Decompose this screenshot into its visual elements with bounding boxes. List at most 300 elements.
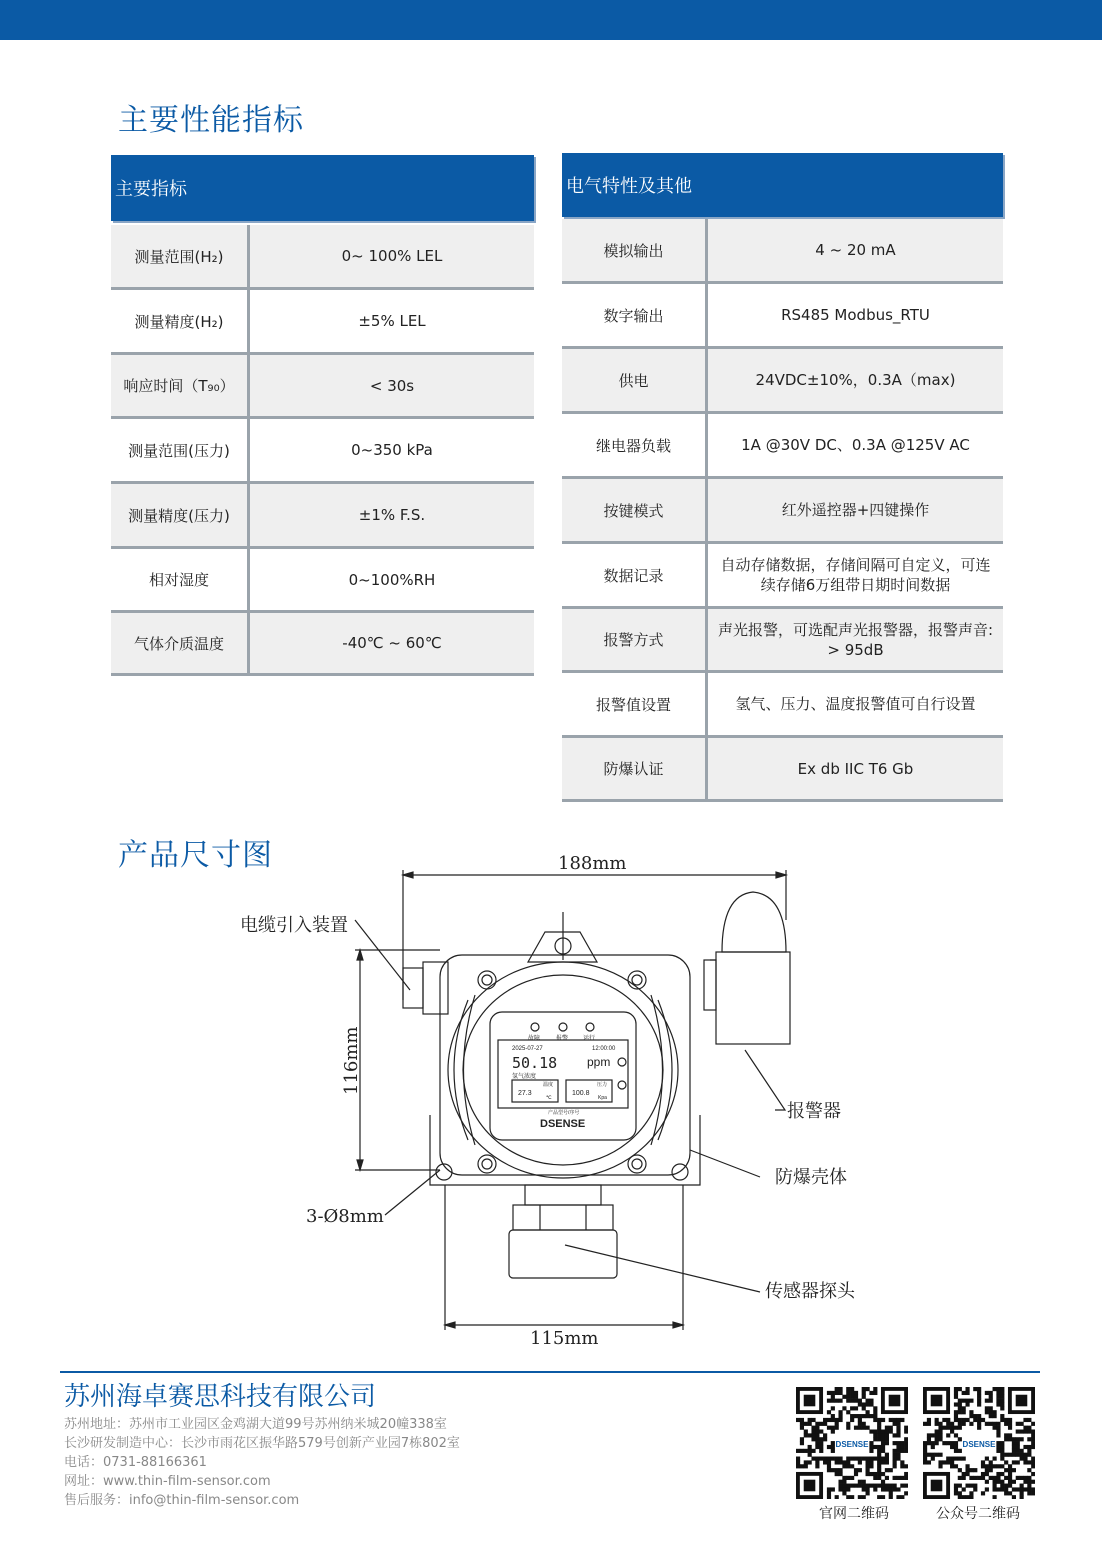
- qr-module: [842, 1476, 846, 1480]
- qr-module: [981, 1464, 985, 1468]
- qr-module: [866, 1414, 870, 1418]
- qr-module: [950, 1460, 954, 1464]
- qr-module: [1031, 1460, 1035, 1464]
- qr-module: [954, 1387, 958, 1391]
- qr-module: [973, 1387, 977, 1391]
- qr-module: [846, 1410, 850, 1414]
- qr-module: [858, 1457, 862, 1461]
- qr-module: [985, 1422, 989, 1426]
- qr-module: [846, 1422, 850, 1426]
- qr-module: [842, 1487, 846, 1491]
- qr-module: [796, 1460, 800, 1464]
- qr-module: [1000, 1472, 1004, 1476]
- qr-module: [873, 1472, 877, 1476]
- qr-module: [881, 1487, 885, 1491]
- qr-module: [850, 1414, 854, 1418]
- qr-module: [827, 1468, 831, 1472]
- qr-module: [811, 1429, 815, 1433]
- qr-module: [854, 1426, 858, 1430]
- qr-module: [962, 1391, 966, 1395]
- qr-module: [889, 1491, 893, 1495]
- qr-module: [900, 1484, 904, 1488]
- qr-module: [866, 1399, 870, 1403]
- qr-module: [873, 1410, 877, 1414]
- qr-module: [877, 1457, 881, 1461]
- qr-module: [1016, 1449, 1020, 1453]
- row-value: ±5% LEL: [358, 312, 426, 330]
- qr-module: [938, 1453, 942, 1457]
- qr-module: [831, 1445, 835, 1449]
- qr-module: [877, 1429, 881, 1433]
- qr-module: [965, 1391, 969, 1395]
- row-label: 防爆认证: [562, 738, 708, 799]
- qr-module: [866, 1410, 870, 1414]
- qr-module: [1000, 1395, 1004, 1399]
- qr-module: [823, 1460, 827, 1464]
- qr-module: [835, 1460, 839, 1464]
- qr-module: [893, 1422, 897, 1426]
- qr-module: [877, 1422, 881, 1426]
- row-value: 声光报警，可选配声光报警器，报警声音: > 95dB: [717, 620, 994, 659]
- qr-module: [1031, 1491, 1035, 1495]
- qr-module: [885, 1476, 889, 1480]
- qr-module: [881, 1457, 885, 1461]
- qr-module: [1023, 1418, 1027, 1422]
- qr-module: [893, 1476, 897, 1480]
- qr-module: [927, 1453, 931, 1457]
- qr-module: [823, 1422, 827, 1426]
- qr-module: [1023, 1426, 1027, 1430]
- qr-module: [796, 1464, 800, 1468]
- qr-module: [896, 1457, 900, 1461]
- qr-module: [938, 1433, 942, 1437]
- qr-module: [846, 1399, 850, 1403]
- alarm-label: 报警器: [787, 1101, 841, 1122]
- qr-module: [850, 1399, 854, 1403]
- qr-module: [873, 1387, 877, 1391]
- qr-module: [823, 1418, 827, 1422]
- qr-module: [869, 1464, 873, 1468]
- qr-module: [804, 1460, 808, 1464]
- qr-module: [862, 1406, 866, 1410]
- qr-module: [811, 1457, 815, 1461]
- qr-module: [1008, 1484, 1012, 1488]
- qr-module: [1031, 1429, 1035, 1433]
- qr-module: [858, 1480, 862, 1484]
- qr-module: [1031, 1441, 1035, 1445]
- qr-module: [808, 1453, 812, 1457]
- qr-module: [969, 1468, 973, 1472]
- qr-module: [946, 1441, 950, 1445]
- qr-module: [877, 1449, 881, 1453]
- qr-module: [850, 1387, 854, 1391]
- qr-module: [904, 1449, 908, 1453]
- row-label: 报警方式: [562, 609, 708, 670]
- qr-module: [977, 1426, 981, 1430]
- qr-module: [1000, 1387, 1004, 1391]
- qr-module: [1008, 1453, 1012, 1457]
- qr-module: [954, 1484, 958, 1488]
- qr-module: [866, 1387, 870, 1391]
- row-value: 氢气、压力、温度报警值可自行设置: [735, 695, 976, 713]
- qr-module: [923, 1449, 927, 1453]
- qr-module: [854, 1484, 858, 1488]
- qr-module: [1027, 1487, 1031, 1491]
- qr-module: [923, 1445, 927, 1449]
- qr-module: [889, 1426, 893, 1430]
- qr-module: [1004, 1468, 1008, 1472]
- qr-module: [842, 1491, 846, 1495]
- qr-module: [896, 1429, 900, 1433]
- qr-module: [804, 1449, 808, 1453]
- qr-module: [904, 1441, 908, 1445]
- qr-module: [827, 1399, 831, 1403]
- qr-module: [838, 1391, 842, 1395]
- row-value: 24VDC±10%，0.3A（max): [755, 371, 956, 389]
- qr-module: [896, 1445, 900, 1449]
- qr-module: [866, 1468, 870, 1472]
- qr-module: [962, 1476, 966, 1480]
- qr-module: [827, 1445, 831, 1449]
- qr-module: [893, 1418, 897, 1422]
- qr-module: [881, 1441, 885, 1445]
- row-label: 继电器负载: [562, 414, 708, 476]
- row-value: RS485 Modbus_RTU: [781, 306, 930, 324]
- qr-module: [815, 1441, 819, 1445]
- qr-module: [965, 1468, 969, 1472]
- qr-module: [896, 1433, 900, 1437]
- qr-module: [935, 1433, 939, 1437]
- row-value: 0~ 100% LEL: [341, 247, 443, 265]
- qr-module: [985, 1406, 989, 1410]
- qr-module: [808, 1422, 812, 1426]
- qr-module: [927, 1433, 931, 1437]
- qr-module: [1012, 1449, 1016, 1453]
- qr-module: [1000, 1480, 1004, 1484]
- qr-module: [869, 1472, 873, 1476]
- qr-module: [1027, 1476, 1031, 1480]
- qr-module: [889, 1429, 893, 1433]
- qr-module: [946, 1460, 950, 1464]
- screen-press-unit: Kpa: [598, 1095, 607, 1101]
- qr-module: [1000, 1441, 1004, 1445]
- qr-module: [927, 1441, 931, 1445]
- qr-finder-pattern: [804, 1480, 816, 1492]
- qr-module: [962, 1418, 966, 1422]
- screen-unit: ppm: [587, 1055, 611, 1069]
- qr-module: [946, 1433, 950, 1437]
- qr-module: [869, 1399, 873, 1403]
- qr-module: [835, 1387, 839, 1391]
- qr-module: [1031, 1437, 1035, 1441]
- qr-module: [904, 1476, 908, 1480]
- qr-module: [804, 1433, 808, 1437]
- row-label: 供电: [562, 349, 708, 411]
- qr-module: [954, 1414, 958, 1418]
- qr-module: [846, 1457, 850, 1461]
- qr-module: [1004, 1433, 1008, 1437]
- qr-module: [866, 1484, 870, 1488]
- qr-module: [815, 1426, 819, 1430]
- qr-module: [827, 1418, 831, 1422]
- qr-module: [1016, 1476, 1020, 1480]
- qr-module: [1012, 1468, 1016, 1472]
- qr-module: [881, 1445, 885, 1449]
- qr-module: [996, 1441, 1000, 1445]
- qr-module: [973, 1476, 977, 1480]
- row-value: 0~100%RH: [348, 570, 436, 589]
- qr-module: [958, 1457, 962, 1461]
- qr-module: [838, 1484, 842, 1488]
- qr-module: [996, 1472, 1000, 1476]
- qr-module: [885, 1433, 889, 1437]
- qr-module: [904, 1445, 908, 1449]
- qr-module: [900, 1418, 904, 1422]
- qr-module: [954, 1426, 958, 1430]
- qr-module: [1012, 1437, 1016, 1441]
- qr-module: [877, 1445, 881, 1449]
- qr-module: [869, 1391, 873, 1395]
- qr-module: [1000, 1464, 1004, 1468]
- qr-module: [1004, 1453, 1008, 1457]
- section-title-performance: 主要性能指标: [118, 103, 304, 138]
- qr-module: [935, 1441, 939, 1445]
- qr-module: [1016, 1441, 1020, 1445]
- qr-module: [1031, 1422, 1035, 1426]
- qr-module: [877, 1426, 881, 1430]
- qr-module: [935, 1429, 939, 1433]
- qr-module: [804, 1464, 808, 1468]
- qr-module: [1008, 1476, 1012, 1480]
- qr-module: [869, 1402, 873, 1406]
- qr-module: [965, 1464, 969, 1468]
- qr-module: [1020, 1484, 1024, 1488]
- qr-module: [835, 1399, 839, 1403]
- qr-module: [846, 1391, 850, 1395]
- qr-module: [804, 1422, 808, 1426]
- qr-module: [935, 1418, 939, 1422]
- qr-module: [996, 1426, 1000, 1430]
- qr-finder-pattern: [931, 1480, 943, 1492]
- qr-module: [993, 1426, 997, 1430]
- qr-module: [958, 1402, 962, 1406]
- qr-module: [1031, 1487, 1035, 1491]
- qr-module: [1008, 1472, 1012, 1476]
- qr-module: [969, 1414, 973, 1418]
- qr-module: [977, 1399, 981, 1403]
- qr-module: [1031, 1445, 1035, 1449]
- qr-module: [866, 1464, 870, 1468]
- qr-module: [881, 1418, 885, 1422]
- qr-module: [1004, 1491, 1008, 1495]
- qr-module: [904, 1491, 908, 1495]
- support-email: 售后服务：info@thin-film-sensor.com: [64, 1493, 300, 1508]
- qr-module: [985, 1399, 989, 1403]
- qr-module: [896, 1449, 900, 1453]
- qr-module: [869, 1460, 873, 1464]
- qr-module: [811, 1437, 815, 1441]
- qr-module: [1000, 1402, 1004, 1406]
- screen-press-value: 100.8: [572, 1090, 590, 1097]
- qr-module: [1027, 1449, 1031, 1453]
- qr-module: [854, 1399, 858, 1403]
- qr-module: [996, 1395, 1000, 1399]
- qr-module: [977, 1476, 981, 1480]
- qr-module: [958, 1468, 962, 1472]
- qr-module: [1020, 1476, 1024, 1480]
- qr-module: [1008, 1433, 1012, 1437]
- qr-module: [985, 1472, 989, 1476]
- qr-module: [866, 1402, 870, 1406]
- qr-module: [846, 1464, 850, 1468]
- qr-module: [873, 1476, 877, 1480]
- qr-module: [866, 1457, 870, 1461]
- qr-module: [1020, 1422, 1024, 1426]
- qr-module: [900, 1449, 904, 1453]
- qr-module: [893, 1460, 897, 1464]
- qr-module: [1000, 1399, 1004, 1403]
- qr-module: [815, 1445, 819, 1449]
- qr-module: [831, 1418, 835, 1422]
- qr-module: [885, 1453, 889, 1457]
- qr-module: [850, 1457, 854, 1461]
- qr-module: [819, 1422, 823, 1426]
- qr-module: [900, 1441, 904, 1445]
- company-name: 苏州海卓赛思科技有限公司: [64, 1382, 377, 1412]
- qr-module: [827, 1491, 831, 1495]
- qr-module: [996, 1391, 1000, 1395]
- qr-module: [993, 1464, 997, 1468]
- qr-module: [877, 1433, 881, 1437]
- qr-module: [1012, 1460, 1016, 1464]
- qr-module: [877, 1464, 881, 1468]
- qr-module: [958, 1449, 962, 1453]
- website: 网址：www.thin-film-sensor.com: [64, 1474, 271, 1489]
- qr-module: [1027, 1484, 1031, 1488]
- qr-module: [811, 1418, 815, 1422]
- qr-module: [1004, 1484, 1008, 1488]
- qr-module: [1031, 1457, 1035, 1461]
- qr-module: [1004, 1487, 1008, 1491]
- qr-module: [923, 1460, 927, 1464]
- qr-module: [869, 1449, 873, 1453]
- qr-module: [923, 1457, 927, 1461]
- qr-module: [942, 1441, 946, 1445]
- qr-module: [1016, 1453, 1020, 1457]
- qr-module: [935, 1437, 939, 1441]
- qr-module: [985, 1487, 989, 1491]
- row-label: 测量精度(H₂): [111, 290, 250, 352]
- row-value: 0~350 kPa: [351, 441, 433, 459]
- qr-module: [1016, 1460, 1020, 1464]
- qr-module: [885, 1460, 889, 1464]
- qr-module: [827, 1410, 831, 1414]
- qr-module: [1027, 1480, 1031, 1484]
- qr-module: [896, 1453, 900, 1457]
- qr-module: [958, 1437, 962, 1441]
- qr-module: [858, 1495, 862, 1499]
- qr-module: [881, 1480, 885, 1484]
- qr-module: [846, 1495, 850, 1499]
- qr-module: [958, 1476, 962, 1480]
- qr-module: [1027, 1460, 1031, 1464]
- qr-module: [873, 1437, 877, 1441]
- qr-module: [835, 1495, 839, 1499]
- indicator-fault: 故障: [528, 1036, 541, 1042]
- qr-module: [838, 1457, 842, 1461]
- qr-module: [854, 1395, 858, 1399]
- qr-module: [823, 1457, 827, 1461]
- qr-module: [985, 1468, 989, 1472]
- row-label: 响应时间（T₉₀）: [111, 355, 250, 416]
- qr-module: [808, 1418, 812, 1422]
- phone: 电话：0731-88166361: [64, 1455, 207, 1470]
- qr-module: [854, 1472, 858, 1476]
- qr-module: [1016, 1429, 1020, 1433]
- row-value: 4 ~ 20 mA: [815, 241, 896, 259]
- qr-module: [896, 1441, 900, 1445]
- qr-module: [958, 1484, 962, 1488]
- qr-module: [838, 1487, 842, 1491]
- qr-module: [815, 1464, 819, 1468]
- qr-module: [996, 1399, 1000, 1403]
- qr-module: [1016, 1422, 1020, 1426]
- qr-module: [866, 1472, 870, 1476]
- qr-module: [819, 1457, 823, 1461]
- qr-module: [977, 1387, 981, 1391]
- qr-module: [1027, 1418, 1031, 1422]
- qr-module: [962, 1422, 966, 1426]
- qr-module: [1004, 1460, 1008, 1464]
- qr-module: [993, 1487, 997, 1491]
- qr-module: [835, 1426, 839, 1430]
- qr-module: [973, 1468, 977, 1472]
- website-qr-caption: 官网二维码: [819, 1506, 889, 1522]
- qr-module: [862, 1391, 866, 1395]
- qr-module: [942, 1426, 946, 1430]
- qr-module: [881, 1460, 885, 1464]
- qr-module: [893, 1464, 897, 1468]
- qr-module: [815, 1460, 819, 1464]
- qr-module: [858, 1402, 862, 1406]
- screen-reading: 50.18: [512, 1054, 558, 1072]
- qr-module: [1023, 1453, 1027, 1457]
- qr-module: [877, 1418, 881, 1422]
- qr-module: [862, 1402, 866, 1406]
- qr-module: [885, 1457, 889, 1461]
- qr-module: [1020, 1495, 1024, 1499]
- qr-module: [881, 1429, 885, 1433]
- qr-module: [923, 1441, 927, 1445]
- row-label: 测量精度(压力): [111, 484, 250, 546]
- qr-module: [850, 1484, 854, 1488]
- qr-module: [938, 1437, 942, 1441]
- qr-module: [877, 1476, 881, 1480]
- qr-module: [1012, 1487, 1016, 1491]
- qr-module: [885, 1441, 889, 1445]
- qr-module: [996, 1422, 1000, 1426]
- qr-module: [1000, 1418, 1004, 1422]
- qr-module: [989, 1410, 993, 1414]
- screen-temp-unit: ℃: [546, 1095, 552, 1101]
- qr-module: [846, 1487, 850, 1491]
- row-label: 数据记录: [562, 544, 708, 606]
- qr-module: [896, 1487, 900, 1491]
- qr-module: [1008, 1418, 1012, 1422]
- qr-module: [858, 1460, 862, 1464]
- screen-temp-value: 27.3: [518, 1090, 532, 1097]
- qr-module: [1004, 1476, 1008, 1480]
